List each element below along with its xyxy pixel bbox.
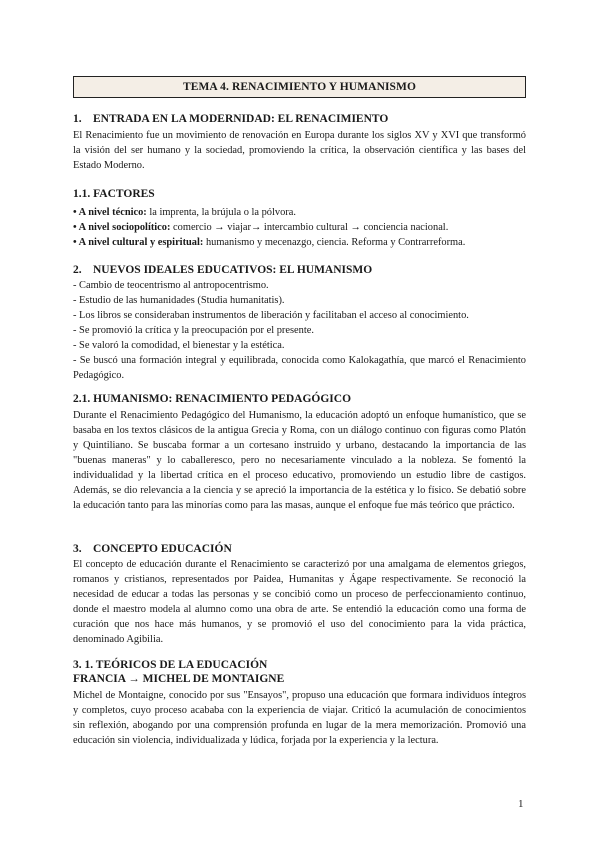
factor-text: humanismo y mecenazgo, ciencia. Reforma y Contrarreforma.: [203, 237, 466, 248]
factor-item-technical: [73, 205, 296, 220]
ideal-item: - Cambio de teocentrismo al antropocentrismo.: [73, 280, 269, 291]
ideal-item: - Se valoró la comodidad, el bienestar y la estética.: [73, 340, 285, 351]
section-1-body: El Renacimiento fue un movimiento de renovación en Europa durante los siglos XV y XVI que transformó la visión del ser humano y la sociedad, promoviendo la crítica, la observación científica y las bases del Estado Moderno.: [73, 130, 526, 171]
section-3-title: CONCEPTO EDUCACIÓN: [93, 543, 232, 555]
ideal-item: - Estudio de las humanidades (Studia humanitatis).: [73, 295, 285, 306]
section-1-1-heading: 1.1. FACTORES: [73, 188, 155, 200]
factor-item-cultural: [73, 235, 465, 250]
section-1-heading: [73, 113, 388, 125]
factor-label: • A nivel técnico:: [73, 207, 147, 218]
ideal-item: - Los libros se consideraban instrumentos de liberación y facilitaban el acceso al conocimiento.: [73, 310, 469, 321]
section-3-1-subheading: FRANCIA → MICHEL DE MONTAIGNE: [73, 673, 285, 685]
factor-text: la imprenta, la brújula o la pólvora.: [146, 207, 296, 218]
section-2-heading: [73, 264, 372, 276]
factor-text: comercio → viajar→ intercambio cultural → conciencia nacional.: [170, 222, 449, 233]
section-3-1-heading: 3. 1. TEÓRICOS DE LA EDUCACIÓN: [73, 659, 268, 671]
section-3-body: El concepto de educación durante el Renacimiento se caracterizó por una amalgama de elementos griegos, romanos y cristianos, representados por Paidea, Humanitas y Ágape respectivamente. Se reconoció la necesidad de educar a todas las personas y se concibió como un proceso de perfeccionamiento continuo, donde el maestro modela al alumno como una obra de arte. Se entendió la educación como una forma de curación que nos hace más humanos, y se promovió el uso del conocimiento para la vida práctica, denominado Agibilia.: [73, 559, 526, 645]
ideal-item: - Se promovió la crítica y la preocupación por el presente.: [73, 325, 314, 336]
factor-label: • A nivel sociopolítico:: [73, 222, 171, 233]
document-title: TEMA 4. RENACIMIENTO Y HUMANISMO: [73, 76, 526, 98]
section-1-number: 1.: [73, 113, 82, 125]
section-3-heading: [73, 543, 232, 555]
ideal-item-last: - Se buscó una formación integral y equilibrada, conocida como Kalokagathía, que marcó el Renacimiento Pedagógico.: [73, 355, 526, 381]
section-2-title: NUEVOS IDEALES EDUCATIVOS: EL HUMANISMO: [93, 264, 373, 276]
factor-item-sociopolitical: [73, 220, 448, 235]
page-number: 1: [518, 798, 524, 810]
section-2-1-body: Durante el Renacimiento Pedagógico del Humanismo, la educación adoptó un enfoque humanístico, que se basaba en los textos clásicos de la antigua Grecia y Roma, con un diálogo continuo con figuras como Platón y Quintiliano. Se buscaba formar a un cortesano instruido y urbano, destacando la importancia de las "buenas maneras" y lo caballeresco, pero no necesariamente vinculado a la nobleza. Se fomentó la individualidad y la libertad crítica en el proceso educativo, promoviendo un estudio libre de castigos. Además, se dio relevancia a la ciencia y se apreció la importancia de la estética y lo físico. Se debatió sobre la educación tanto para las minorías como para las masas, aunque el enfoque fue más teórico que práctico.: [73, 410, 526, 511]
section-2-1-heading: 2.1. HUMANISMO: RENACIMIENTO PEDAGÓGICO: [73, 393, 352, 405]
section-2-number: 2.: [73, 264, 82, 276]
section-3-1-body: Michel de Montaigne, conocido por sus "Ensayos", propuso una educación que formara individuos íntegros y completos, cuyo proceso acababa con la experiencia de viajar. Criticó la acumulación de conocimientos sin reflexión, abogando por una comprensión profunda en lugar de la mera memorización. Promovió una educación sin violencia, individualizada y lúdica, forjada por la experiencia y la lectura.: [73, 690, 526, 746]
section-3-number: 3.: [73, 543, 82, 555]
factor-label: • A nivel cultural y espiritual:: [73, 237, 204, 248]
section-1-title: ENTRADA EN LA MODERNIDAD: EL RENACIMIENTO: [93, 113, 389, 125]
